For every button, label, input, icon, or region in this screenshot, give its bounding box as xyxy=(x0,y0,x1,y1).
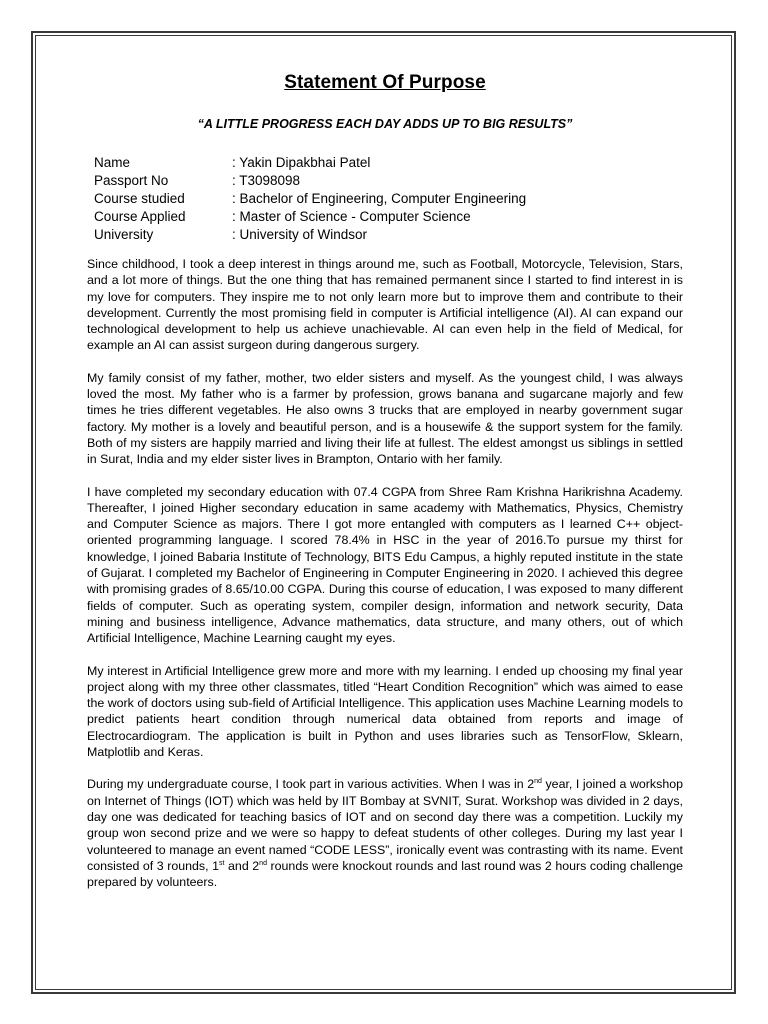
paragraph-family: My family consist of my father, mother, two elder sisters and myself. As the youngest child, I was always loved the most. My father who is a farmer by profession, grows banana and sugarcane majorly and few times he tries different vegetables. He also owns 3 trucks that are employed in nearby government sugar factory. My mother is a lovely and beautiful person, and is a housewife & the support system for the family. Both of my sisters are happily married and living their life at fullest. The eldest amongst us siblings in settled in Surat, India and my elder sister lives in Brampton, Ontario with her family. xyxy=(87,370,683,467)
superscript-nd-2: nd xyxy=(259,859,267,867)
info-row-name xyxy=(94,154,526,172)
paragraph-activities xyxy=(87,776,683,890)
info-row-course-applied xyxy=(94,208,526,226)
info-value: : Yakin Dipakbhai Patel xyxy=(232,155,371,170)
info-label: Passport No xyxy=(94,173,169,188)
paragraph-childhood: Since childhood, I took a deep interest in things around me, such as Football, Motorcycle, Television, Stars, and a lot more of things. But the one thing that has remained permanent since I started to find interest in is my love for computers. They inspire me to not only learn more but to improve them and contribute to their development. Currently the most promising field in computer is Artificial intelligence (AI). AI can expand our technological development to help us achieve unachievable. AI can even help in the field of Medical, for example an AI can assist surgeon during dangerous surgery. xyxy=(87,257,683,353)
activities-text-4: rounds were knockout rounds and last round was 2 hours coding challenge prepared by volunteers. xyxy=(87,858,684,890)
info-label: Course Applied xyxy=(94,209,186,224)
info-label: Course studied xyxy=(94,191,185,206)
superscript-nd: nd xyxy=(534,778,542,786)
info-label: University xyxy=(94,227,154,242)
info-value: : University of Windsor xyxy=(232,227,368,242)
paragraphs xyxy=(87,256,683,890)
document-title: Statement Of Purpose xyxy=(284,72,486,93)
document-body xyxy=(87,70,683,890)
applicant-info-table xyxy=(94,154,526,244)
activities-text-3: and 2 xyxy=(224,858,260,873)
info-row-university xyxy=(94,226,526,244)
superscript-st: st xyxy=(219,859,225,867)
paragraph-education: I have completed my secondary education with 07.4 CGPA from Shree Ram Krishna Harikrishna Academy. Thereafter, I joined Higher secondary education in same academy with Mathematics, Physics, Chemistry and Computer Science as majors. There I got more entangled with computers as I learned C++ object-oriented programming language. I scored 78.4% in HSC in the year of 2016.To pursue my thirst for knowledge, I joined Babaria Institute of Technology, BITS Edu Campus, a highly reputed institute in the state of Gujarat. I completed my Bachelor of Engineering in Computer Engineering in 2020. I achieved this degree with promising grades of 8.65/10.00 CGPA. During this course of education, I was exposed to many different fields of computer. Such as operating system, compiler design, information and network security, Data mining and business intelligence, Advance mathematics, data structure, and many others, out of which Artificial Intelligence, Machine Learning caught my eyes. xyxy=(87,484,683,646)
info-value: : T3098098 xyxy=(232,173,301,188)
activities-text-2: year, I joined a workshop on Internet of Things (IOT) which was held by IIT Bombay at SVNIT, Surat. Workshop was divided in 2 days, day one was dedicated for teaching basics of IOT and on second day there was a competition. Luckily my group won second prize and we were so happy to defeat students of other colleges. During my last year I volunteered to manage an event named “CODE LESS”, ironically event was contrasting with its name. Event consisted of 3 rounds, 1 xyxy=(87,777,683,873)
info-row-passport xyxy=(94,172,526,190)
info-value: : Master of Science - Computer Science xyxy=(232,209,471,224)
activities-text-1: During my undergraduate course, I took part in various activities. When I was in 2 xyxy=(87,777,535,792)
info-row-course-studied xyxy=(94,190,526,208)
info-label: Name xyxy=(94,155,131,170)
info-value: : Bachelor of Engineering, Computer Engineering xyxy=(232,191,527,206)
document-quote: “A LITTLE PROGRESS EACH DAY ADDS UP TO BIG RESULTS” xyxy=(197,117,573,131)
paragraph-ai-interest: My interest in Artificial Intelligence grew more and more with my learning. I ended up choosing my final year project along with my three other classmates, titled “Heart Condition Recognition” which was aimed to ease the work of doctors using sub-field of Artificial Intelligence. This application uses Machine Learning models to predict patients heart condition through numerical data obtained from reports and image of Electrocardiogram. The application is built in Python and uses libraries such as TensorFlow, Sklearn, Matplotlib and Keras. xyxy=(87,663,683,760)
